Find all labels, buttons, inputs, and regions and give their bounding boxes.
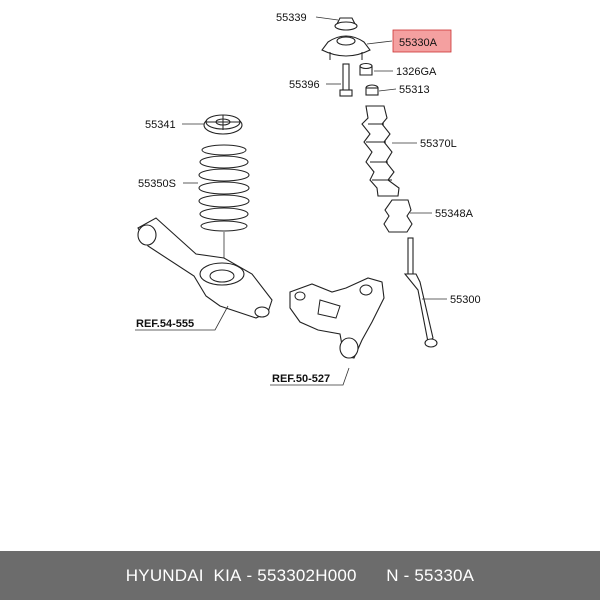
label-55341: 55341	[145, 119, 176, 131]
label-55370L: 55370L	[420, 138, 457, 150]
label-55396: 55396	[289, 79, 320, 91]
shock-absorber-part	[405, 238, 437, 347]
lower-arm-part	[138, 218, 272, 318]
label-55330A: 55330A	[399, 37, 437, 49]
label-ref-54-555: REF.54-555	[136, 318, 195, 330]
bolt-part	[340, 64, 352, 96]
footer-bar	[0, 551, 600, 600]
dust-boot-part	[362, 106, 399, 196]
strut-mount-part	[322, 36, 370, 60]
washer-part	[366, 85, 378, 95]
label-1326GA: 1326GA	[396, 66, 437, 78]
footer-brand: HYUNDAI KIA	[125, 565, 242, 585]
coil-spring-part	[199, 145, 249, 262]
footer-part-number: - 553302H000	[246, 565, 357, 585]
footer-spacer	[357, 566, 387, 586]
label-55300: 55300	[450, 294, 481, 306]
label-ref-50-527: REF.50-527	[272, 373, 331, 385]
label-55339: 55339	[276, 12, 307, 24]
label-55313: 55313	[399, 84, 430, 96]
knuckle-part	[290, 278, 384, 358]
label-55348A: 55348A	[435, 208, 473, 220]
bump-stopper-part	[384, 200, 412, 232]
footer-oem: N - 55330A	[386, 565, 475, 585]
spring-pad-part	[204, 115, 242, 134]
nut-part	[360, 64, 372, 76]
label-55350S: 55350S	[138, 178, 176, 190]
dust-cap-part	[335, 18, 357, 30]
